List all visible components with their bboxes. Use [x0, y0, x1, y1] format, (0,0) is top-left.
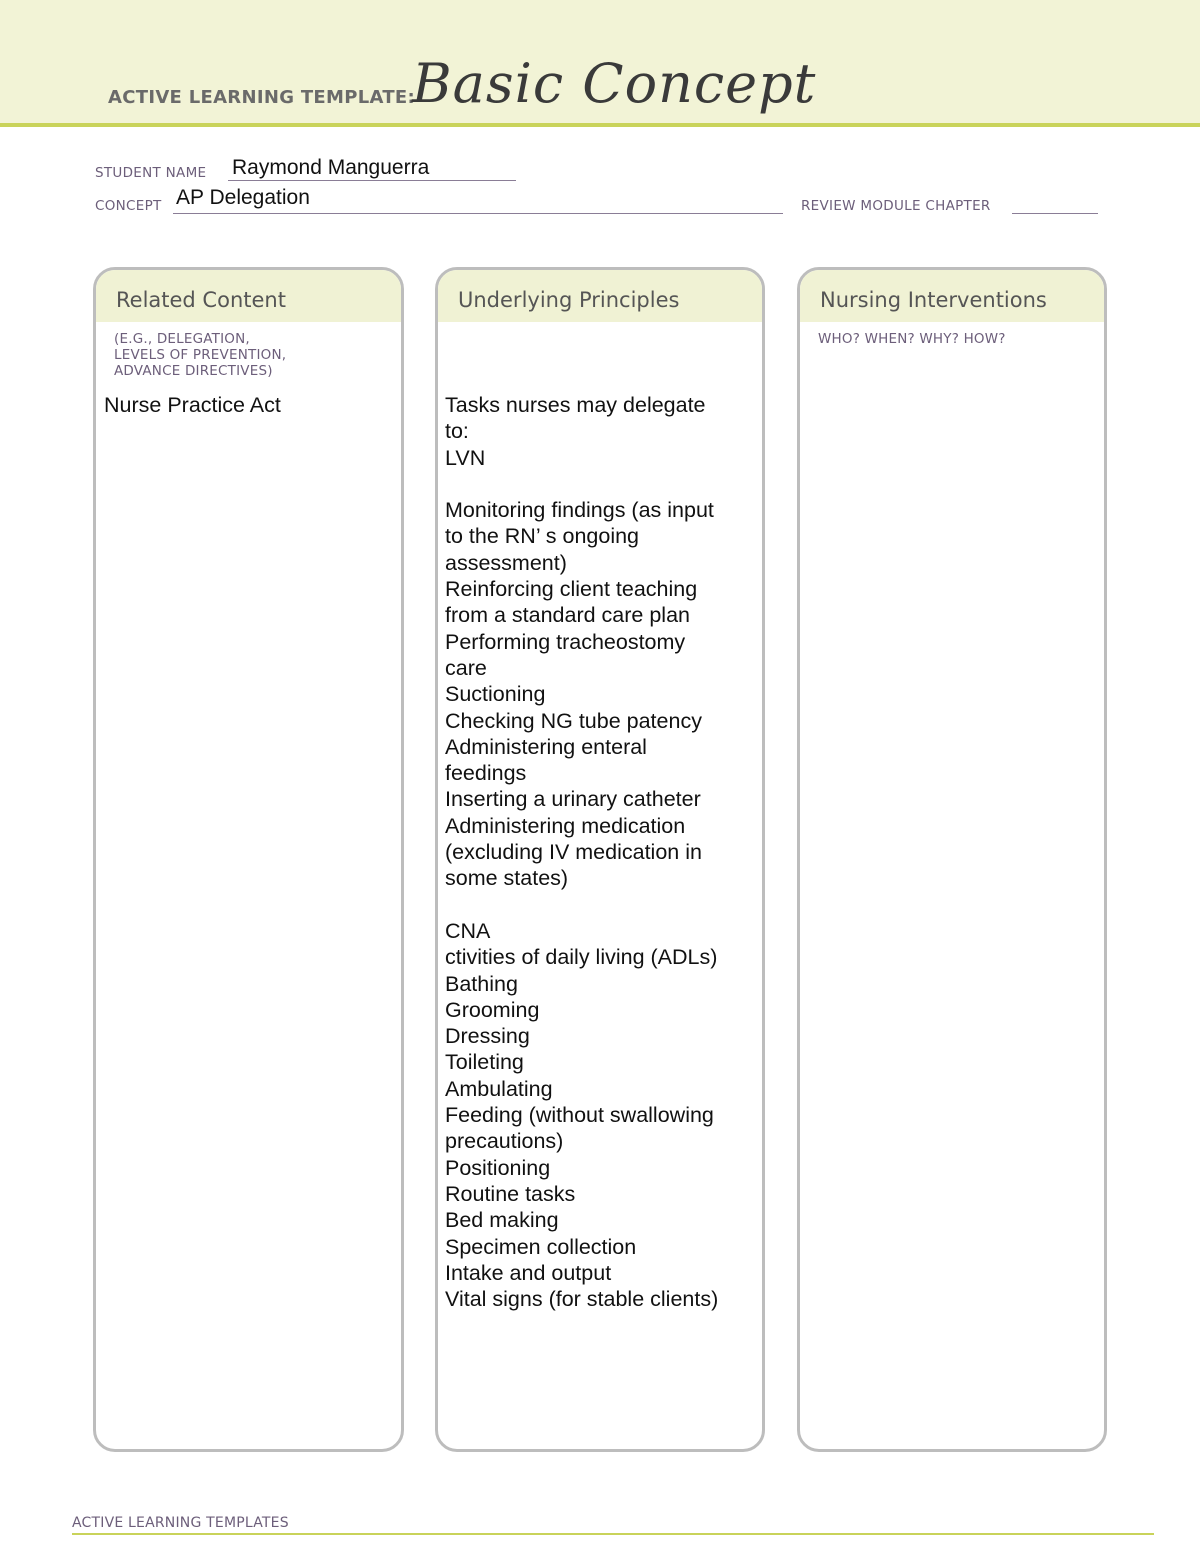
student-name-field[interactable]: Raymond Manguerra: [232, 156, 430, 179]
related-content-hint: (E.G., DELEGATION, LEVELS OF PREVENTION, ADVANCE DIRECTIVES): [114, 331, 287, 379]
student-name-underline: [228, 180, 516, 181]
footer-rule: [72, 1533, 1154, 1535]
related-content-body[interactable]: Nurse Practice Act: [104, 393, 281, 417]
related-content-panel: [93, 267, 404, 1452]
nursing-interventions-hint: WHO? WHEN? WHY? HOW?: [818, 331, 1006, 347]
template-label: ACTIVE LEARNING TEMPLATE:: [108, 87, 415, 108]
template-title: Basic Concept: [412, 52, 817, 115]
underlying-principles-body[interactable]: Tasks nurses may delegate to: LVN Monitoring findings (as input to the RN’ s ongoing assessment) Reinforcing client teaching from a standard care plan Performing tracheostomy care Suctioning Checking NG tube patency Administering enteral feedings Inserting a urinary catheter Administering medication (excluding IV medication in some states) CNA ctivities of daily living (ADLs) Bathing Grooming Dressing Toileting Ambulating Feeding (without swallowing precautions) Positioning Routine tasks Bed making Specimen collection Intake and output Vital signs (for stable clients): [445, 393, 719, 1312]
review-module-label: REVIEW MODULE CHAPTER: [801, 198, 991, 214]
review-module-underline: [1012, 213, 1098, 214]
header-rule: [0, 123, 1200, 127]
concept-label: CONCEPT: [95, 198, 162, 214]
footer-text: ACTIVE LEARNING TEMPLATES: [72, 1515, 289, 1531]
concept-underline: [173, 213, 783, 214]
underlying-principles-panel: [435, 267, 765, 1452]
underlying-principles-title: Underlying Principles: [438, 270, 762, 322]
related-content-title: Related Content: [96, 270, 401, 322]
student-name-label: STUDENT NAME: [95, 165, 207, 181]
nursing-interventions-title: Nursing Interventions: [800, 270, 1104, 322]
concept-field[interactable]: AP Delegation: [176, 186, 310, 209]
nursing-interventions-panel: [797, 267, 1107, 1452]
